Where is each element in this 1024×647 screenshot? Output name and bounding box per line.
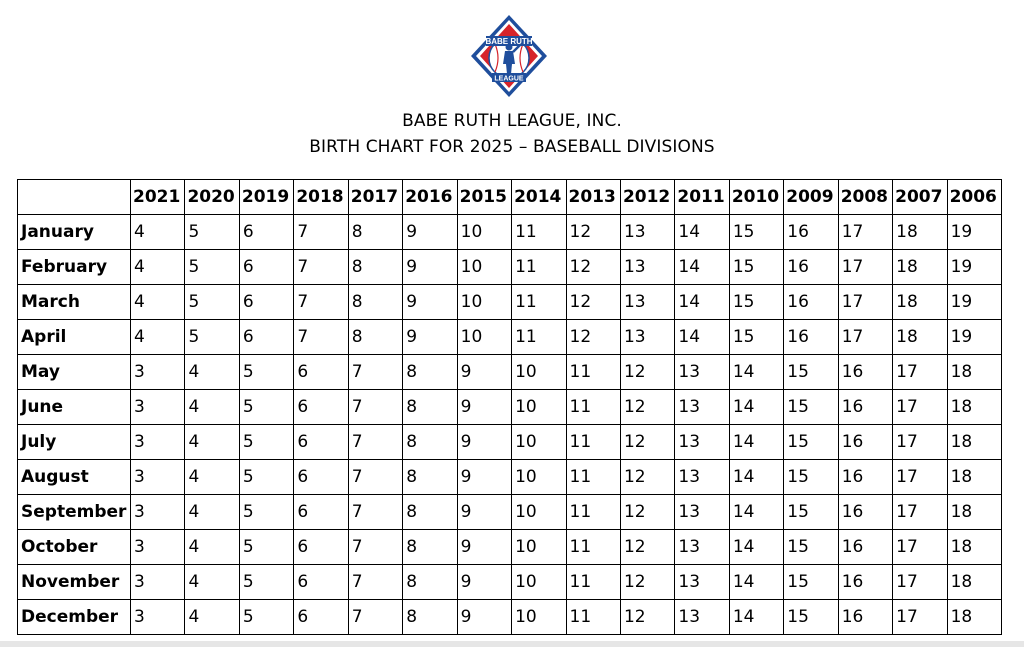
age-cell: 12: [566, 320, 620, 355]
age-cell: 16: [784, 215, 838, 250]
age-cell: 15: [784, 390, 838, 425]
age-cell: 3: [131, 390, 185, 425]
age-cell: 17: [893, 495, 947, 530]
age-cell: 14: [675, 285, 729, 320]
age-cell: 18: [947, 460, 1001, 495]
age-cell: 10: [457, 285, 511, 320]
age-cell: 14: [729, 530, 783, 565]
month-label: May: [18, 355, 131, 390]
age-cell: 14: [729, 355, 783, 390]
age-cell: 15: [729, 320, 783, 355]
age-cell: 9: [457, 425, 511, 460]
age-cell: 7: [348, 425, 402, 460]
age-cell: 15: [784, 425, 838, 460]
age-cell: 6: [294, 460, 348, 495]
age-cell: 13: [675, 355, 729, 390]
age-cell: 8: [403, 565, 457, 600]
page-bottom-edge: [0, 641, 1024, 647]
age-cell: 4: [131, 215, 185, 250]
age-cell: 9: [403, 320, 457, 355]
age-cell: 17: [893, 565, 947, 600]
age-cell: 17: [838, 285, 892, 320]
year-header-2019: 2019: [239, 180, 293, 215]
age-cell: 5: [239, 425, 293, 460]
logo-text-top: BABE RUTH: [485, 37, 533, 46]
year-header-2014: 2014: [512, 180, 566, 215]
age-cell: 11: [566, 495, 620, 530]
age-cell: 13: [620, 250, 674, 285]
age-cell: 8: [348, 320, 402, 355]
year-header-2009: 2009: [784, 180, 838, 215]
age-cell: 19: [947, 285, 1001, 320]
age-cell: 12: [620, 390, 674, 425]
year-header-2020: 2020: [185, 180, 239, 215]
age-cell: 8: [403, 600, 457, 635]
age-cell: 6: [294, 390, 348, 425]
age-cell: 19: [947, 215, 1001, 250]
age-cell: 12: [620, 425, 674, 460]
age-cell: 10: [512, 390, 566, 425]
age-cell: 11: [566, 565, 620, 600]
age-cell: 10: [512, 425, 566, 460]
age-cell: 10: [457, 215, 511, 250]
year-header-2017: 2017: [348, 180, 402, 215]
age-cell: 4: [131, 320, 185, 355]
year-header-2013: 2013: [566, 180, 620, 215]
age-cell: 6: [294, 495, 348, 530]
age-cell: 12: [620, 565, 674, 600]
age-cell: 4: [185, 460, 239, 495]
month-label: January: [18, 215, 131, 250]
month-label: November: [18, 565, 131, 600]
age-cell: 14: [729, 425, 783, 460]
age-cell: 5: [239, 530, 293, 565]
table-row: [18, 215, 1002, 250]
year-header-2008: 2008: [838, 180, 892, 215]
age-cell: 3: [131, 565, 185, 600]
age-cell: 3: [131, 600, 185, 635]
month-label: February: [18, 250, 131, 285]
table-row: [18, 565, 1002, 600]
age-cell: 10: [512, 460, 566, 495]
age-cell: 11: [566, 425, 620, 460]
age-cell: 16: [838, 460, 892, 495]
age-cell: 13: [675, 600, 729, 635]
age-cell: 4: [185, 390, 239, 425]
age-cell: 15: [729, 285, 783, 320]
age-cell: 6: [294, 565, 348, 600]
age-cell: 7: [348, 600, 402, 635]
age-cell: 6: [239, 320, 293, 355]
age-cell: 6: [294, 530, 348, 565]
age-cell: 5: [185, 320, 239, 355]
age-cell: 12: [566, 215, 620, 250]
age-cell: 11: [566, 600, 620, 635]
year-header-2016: 2016: [403, 180, 457, 215]
age-cell: 13: [675, 565, 729, 600]
age-cell: 7: [348, 495, 402, 530]
age-cell: 16: [838, 530, 892, 565]
age-cell: 7: [348, 460, 402, 495]
table-row: [18, 425, 1002, 460]
table-body: [18, 215, 1002, 635]
age-cell: 12: [620, 495, 674, 530]
age-cell: 9: [457, 600, 511, 635]
age-cell: 9: [457, 355, 511, 390]
age-cell: 4: [185, 355, 239, 390]
age-cell: 18: [893, 320, 947, 355]
age-cell: 11: [566, 530, 620, 565]
age-cell: 16: [838, 565, 892, 600]
age-cell: 14: [675, 250, 729, 285]
table-row: [18, 460, 1002, 495]
age-cell: 7: [294, 320, 348, 355]
chart-title: BIRTH CHART FOR 2025 – BASEBALL DIVISIONS: [309, 137, 715, 157]
age-cell: 11: [512, 320, 566, 355]
age-cell: 16: [838, 390, 892, 425]
age-cell: 13: [620, 285, 674, 320]
age-cell: 5: [239, 495, 293, 530]
age-cell: 18: [893, 250, 947, 285]
age-cell: 9: [403, 215, 457, 250]
age-cell: 17: [893, 600, 947, 635]
age-cell: 5: [239, 460, 293, 495]
age-cell: 15: [784, 495, 838, 530]
age-cell: 15: [784, 355, 838, 390]
age-cell: 7: [294, 285, 348, 320]
age-cell: 9: [457, 495, 511, 530]
age-cell: 15: [729, 250, 783, 285]
age-cell: 14: [729, 600, 783, 635]
month-label: September: [18, 495, 131, 530]
age-cell: 17: [838, 320, 892, 355]
year-header-2012: 2012: [620, 180, 674, 215]
table-row: [18, 250, 1002, 285]
age-cell: 8: [403, 390, 457, 425]
age-cell: 17: [893, 425, 947, 460]
age-cell: 13: [620, 215, 674, 250]
age-cell: 10: [457, 320, 511, 355]
age-cell: 16: [838, 425, 892, 460]
year-header-2018: 2018: [294, 180, 348, 215]
age-cell: 6: [294, 355, 348, 390]
age-cell: 15: [784, 460, 838, 495]
age-cell: 12: [620, 530, 674, 565]
age-cell: 5: [239, 565, 293, 600]
age-cell: 17: [893, 460, 947, 495]
age-cell: 19: [947, 320, 1001, 355]
age-cell: 5: [239, 390, 293, 425]
age-cell: 18: [947, 530, 1001, 565]
table-row: [18, 600, 1002, 635]
age-cell: 11: [566, 355, 620, 390]
month-label: August: [18, 460, 131, 495]
table-row: [18, 390, 1002, 425]
age-cell: 10: [457, 250, 511, 285]
age-cell: 8: [403, 495, 457, 530]
age-cell: 18: [947, 355, 1001, 390]
age-cell: 5: [239, 600, 293, 635]
age-cell: 18: [893, 215, 947, 250]
age-cell: 8: [403, 530, 457, 565]
year-header-2015: 2015: [457, 180, 511, 215]
age-cell: 8: [403, 460, 457, 495]
age-cell: 14: [729, 460, 783, 495]
year-header-row: [18, 180, 1002, 215]
age-cell: 5: [185, 285, 239, 320]
age-cell: 13: [675, 530, 729, 565]
age-cell: 3: [131, 495, 185, 530]
age-cell: 7: [348, 530, 402, 565]
age-cell: 15: [784, 530, 838, 565]
age-cell: 4: [131, 250, 185, 285]
age-cell: 18: [893, 285, 947, 320]
birth-chart-table: [17, 179, 1002, 635]
age-cell: 16: [784, 285, 838, 320]
year-header-2007: 2007: [893, 180, 947, 215]
age-cell: 13: [675, 495, 729, 530]
age-cell: 14: [675, 215, 729, 250]
corner-cell: [18, 180, 131, 215]
age-cell: 15: [784, 600, 838, 635]
month-label: June: [18, 390, 131, 425]
age-cell: 6: [294, 425, 348, 460]
age-cell: 9: [457, 390, 511, 425]
age-cell: 5: [185, 250, 239, 285]
age-cell: 4: [131, 285, 185, 320]
age-cell: 17: [838, 250, 892, 285]
babe-ruth-league-logo: [469, 14, 549, 100]
age-cell: 16: [838, 495, 892, 530]
age-cell: 9: [403, 250, 457, 285]
age-cell: 11: [512, 250, 566, 285]
age-cell: 15: [784, 565, 838, 600]
age-cell: 9: [403, 285, 457, 320]
year-header-2021: 2021: [131, 180, 185, 215]
age-cell: 8: [348, 285, 402, 320]
age-cell: 6: [239, 285, 293, 320]
age-cell: 8: [348, 215, 402, 250]
year-header-2011: 2011: [675, 180, 729, 215]
age-cell: 4: [185, 495, 239, 530]
logo-text-bottom: LEAGUE: [494, 75, 524, 83]
age-cell: 11: [566, 460, 620, 495]
age-cell: 9: [457, 530, 511, 565]
age-cell: 7: [294, 215, 348, 250]
age-cell: 14: [729, 565, 783, 600]
age-cell: 10: [512, 495, 566, 530]
age-cell: 16: [838, 600, 892, 635]
age-cell: 17: [838, 215, 892, 250]
age-cell: 8: [403, 355, 457, 390]
age-cell: 15: [729, 215, 783, 250]
table-row: [18, 355, 1002, 390]
year-header-2006: 2006: [947, 180, 1001, 215]
month-label: April: [18, 320, 131, 355]
age-cell: 11: [512, 215, 566, 250]
month-label: December: [18, 600, 131, 635]
table-row: [18, 530, 1002, 565]
age-cell: 7: [348, 355, 402, 390]
age-cell: 14: [729, 390, 783, 425]
age-cell: 12: [620, 460, 674, 495]
age-cell: 18: [947, 495, 1001, 530]
age-cell: 13: [675, 390, 729, 425]
age-cell: 5: [185, 215, 239, 250]
age-cell: 19: [947, 250, 1001, 285]
age-cell: 3: [131, 355, 185, 390]
age-cell: 4: [185, 425, 239, 460]
year-header-2010: 2010: [729, 180, 783, 215]
age-cell: 18: [947, 565, 1001, 600]
age-cell: 9: [457, 565, 511, 600]
age-cell: 13: [620, 320, 674, 355]
age-cell: 6: [239, 250, 293, 285]
age-cell: 10: [512, 600, 566, 635]
month-label: March: [18, 285, 131, 320]
age-cell: 4: [185, 530, 239, 565]
org-title: BABE RUTH LEAGUE, INC.: [402, 111, 622, 131]
age-cell: 12: [620, 600, 674, 635]
age-cell: 4: [185, 565, 239, 600]
age-cell: 12: [566, 285, 620, 320]
month-label: October: [18, 530, 131, 565]
age-cell: 3: [131, 530, 185, 565]
age-cell: 8: [348, 250, 402, 285]
age-cell: 10: [512, 355, 566, 390]
age-cell: 3: [131, 425, 185, 460]
age-cell: 17: [893, 355, 947, 390]
age-cell: 12: [620, 355, 674, 390]
age-cell: 7: [348, 565, 402, 600]
table-row: [18, 320, 1002, 355]
table-row: [18, 285, 1002, 320]
age-cell: 11: [512, 285, 566, 320]
age-cell: 3: [131, 460, 185, 495]
age-cell: 10: [512, 530, 566, 565]
age-cell: 14: [729, 495, 783, 530]
age-cell: 6: [294, 600, 348, 635]
age-cell: 10: [512, 565, 566, 600]
age-cell: 16: [838, 355, 892, 390]
age-cell: 4: [185, 600, 239, 635]
age-cell: 16: [784, 250, 838, 285]
age-cell: 8: [403, 425, 457, 460]
age-cell: 6: [239, 215, 293, 250]
age-cell: 18: [947, 390, 1001, 425]
logo-graphic: [469, 14, 549, 100]
age-cell: 7: [294, 250, 348, 285]
age-cell: 18: [947, 425, 1001, 460]
age-cell: 5: [239, 355, 293, 390]
age-cell: 11: [566, 390, 620, 425]
age-cell: 18: [947, 600, 1001, 635]
age-cell: 12: [566, 250, 620, 285]
age-cell: 17: [893, 390, 947, 425]
age-cell: 16: [784, 320, 838, 355]
age-cell: 14: [675, 320, 729, 355]
age-cell: 7: [348, 390, 402, 425]
age-cell: 13: [675, 460, 729, 495]
age-cell: 9: [457, 460, 511, 495]
table-row: [18, 495, 1002, 530]
age-cell: 17: [893, 530, 947, 565]
month-label: July: [18, 425, 131, 460]
age-cell: 13: [675, 425, 729, 460]
